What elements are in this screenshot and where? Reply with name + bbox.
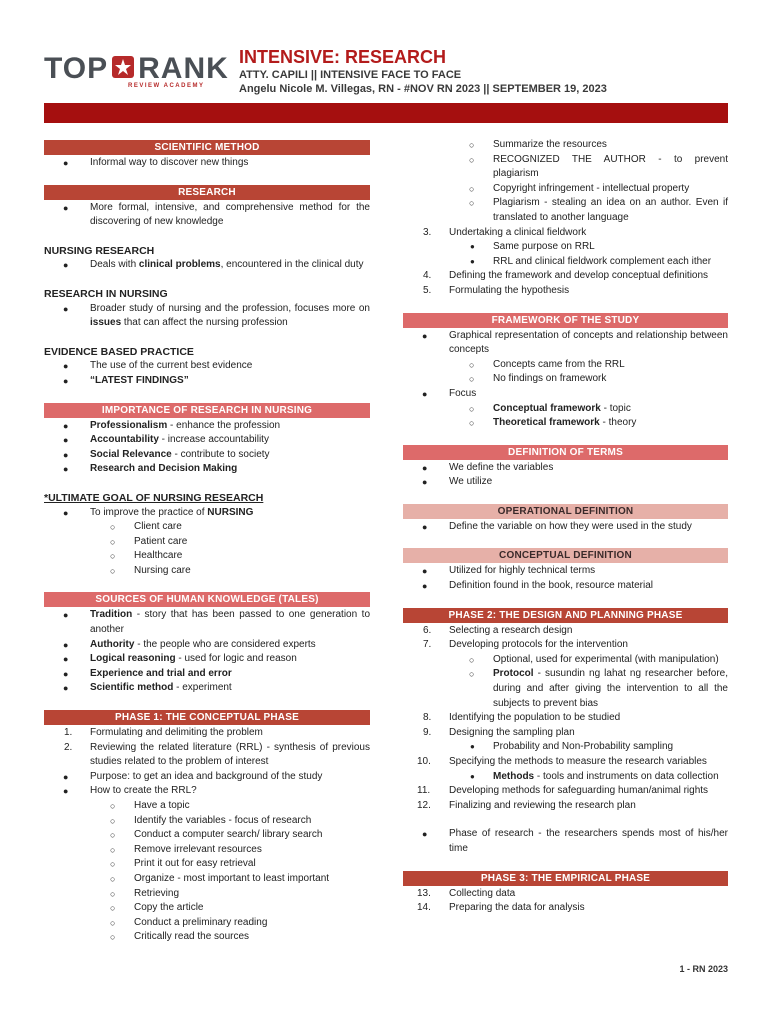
- sub-list-item: ● Methods - tools and instruments on data collection: [403, 770, 728, 785]
- list-item: ● Graphical representation of concepts and relationship between concepts: [422, 329, 728, 356]
- sub-list-item: ○ Summarize the resources: [403, 138, 728, 153]
- sub-list-item: ○ Plagiarism - stealing an idea on an author. Even if translated to another language: [469, 197, 728, 223]
- numbered-item: 2. Reviewing the related literature (RRL) - synthesis of previous studies related to the problem of interest: [64, 741, 370, 768]
- bullet-icon: ●: [63, 668, 69, 679]
- numbered-item: 5. Formulating the hypothesis: [403, 284, 728, 299]
- item-number: 13.: [417, 887, 431, 899]
- title-block: [239, 46, 607, 96]
- section-framework: FRAMEWORK OF THE STUDY: [403, 313, 728, 328]
- item-number: 3.: [423, 226, 432, 238]
- item-number: 10.: [417, 756, 431, 767]
- sub-list-item: ○ Client care: [44, 520, 370, 535]
- bullet-icon: ●: [63, 158, 69, 168]
- sub-list-item: ○ Identify the variables - focus of research: [44, 814, 370, 829]
- circle-bullet-icon: ○: [110, 917, 116, 928]
- section-research: RESEARCH: [44, 185, 370, 200]
- section-conceptual-definition: CONCEPTUAL DEFINITION: [403, 548, 728, 563]
- list-item: ● Deals with clinical problems, encountered in the clinical duty: [44, 258, 370, 273]
- item-number: 2.: [64, 741, 73, 753]
- list-item: ● Broader study of nursing and the profession, focuses more on issues that can affect the nursing profession: [63, 302, 370, 329]
- numbered-item: 13. Collecting data: [403, 887, 728, 902]
- numbered-item: 6. Selecting a research design: [403, 624, 728, 639]
- sub-list-item: ○ Conceptual framework - topic: [403, 402, 728, 417]
- bullet-icon: ●: [422, 566, 428, 577]
- author-line: Angelu Nicole M. Villegas, RN - #NOV RN 2023 || SEPTEMBER 19, 2023: [239, 83, 607, 95]
- sub-list-item: ○ Patient care: [44, 535, 370, 550]
- sub-list-item: ○ Organize - most important to least important: [44, 872, 370, 887]
- item-number: 1.: [64, 727, 73, 739]
- list-item: ● Professionalism - enhance the profession: [44, 419, 370, 434]
- circle-bullet-icon: ○: [469, 140, 475, 150]
- list-item: ● Scientific method - experiment: [44, 681, 370, 696]
- bullet-icon: ●: [422, 829, 428, 840]
- star-badge-icon: [109, 53, 137, 81]
- bullet-icon: ●: [422, 581, 428, 592]
- circle-bullet-icon: ○: [110, 932, 116, 943]
- sub-list-item: ○ Protocol - susundin ng lahat ng researcher before, during and after giving the intervention to all the subjects to prevent bias: [469, 668, 728, 709]
- bullet-icon: ●: [470, 256, 475, 266]
- bullet-icon: ●: [470, 242, 475, 252]
- item-number: 6.: [423, 624, 432, 636]
- list-item: ● We define the variables: [403, 461, 728, 476]
- sub-list-item: ● Probability and Non-Probability sampling: [403, 740, 728, 755]
- circle-bullet-icon: ○: [110, 551, 116, 562]
- circle-bullet-icon: ○: [469, 154, 475, 165]
- logo-top: TOP: [44, 52, 109, 85]
- item-number: 8.: [423, 712, 432, 724]
- sub-list-item: ○ Remove irrelevant resources: [44, 843, 370, 858]
- circle-bullet-icon: ○: [110, 903, 116, 914]
- numbered-item: 14. Preparing the data for analysis: [403, 901, 728, 916]
- numbered-item: 11. Developing methods for safeguarding human/animal rights: [403, 784, 728, 799]
- sub-list-item: ○ RECOGNIZED THE AUTHOR - to prevent plagiarism: [469, 153, 728, 180]
- bullet-icon: ●: [422, 477, 428, 488]
- toprank-logo: [44, 52, 229, 96]
- item-number: 11.: [417, 785, 431, 797]
- item-number: 12.: [417, 799, 431, 811]
- numbered-item: 8. Identifying the population to be studied: [403, 711, 728, 726]
- bullet-icon: ●: [63, 610, 69, 621]
- sub-list-item: ○ Print it out for easy retrieval: [44, 857, 370, 872]
- bullet-icon: ●: [470, 771, 475, 781]
- section-importance: IMPORTANCE OF RESEARCH IN NURSING: [44, 403, 370, 418]
- numbered-item: 12. Finalizing and reviewing the research plan: [403, 799, 728, 814]
- list-item: ● The use of the current best evidence: [44, 359, 370, 374]
- logo-wordmark: [44, 52, 229, 86]
- circle-bullet-icon: ○: [110, 873, 116, 884]
- numbered-item: 9. Designing the sampling plan: [403, 726, 728, 741]
- bullet-icon: ●: [63, 654, 69, 665]
- sub-list-item: ○ Critically read the sources: [44, 930, 370, 945]
- circle-bullet-icon: ○: [110, 888, 116, 899]
- section-sources-of-knowledge: SOURCES OF HUMAN KNOWLEDGE (TALES): [44, 592, 370, 607]
- heading-evidence-based-practice: EVIDENCE BASED PRACTICE: [44, 345, 194, 358]
- bullet-icon: ●: [63, 771, 69, 782]
- page-header: [44, 46, 734, 98]
- list-item: ● Purpose: to get an idea and background of the study: [44, 770, 370, 785]
- bullet-icon: ●: [63, 435, 69, 446]
- heading-ultimate-goal: *ULTIMATE GOAL OF NURSING RESEARCH: [44, 491, 264, 504]
- bullet-icon: ●: [422, 462, 428, 473]
- circle-bullet-icon: ○: [469, 374, 475, 385]
- item-number: 9.: [423, 726, 432, 738]
- bullet-icon: ●: [63, 260, 69, 271]
- list-item: ● To improve the practice of NURSING: [44, 506, 370, 521]
- sub-list-item: ○ Healthcare: [44, 549, 370, 564]
- section-operational-definition: OPERATIONAL DEFINITION: [403, 504, 728, 519]
- list-item: ● We utilize: [403, 475, 728, 490]
- sub-list-item: ○ Copyright infringement - intellectual property: [403, 182, 728, 197]
- circle-bullet-icon: ○: [110, 830, 116, 841]
- bullet-icon: ●: [63, 639, 69, 650]
- bullet-icon: ●: [63, 303, 69, 314]
- numbered-item: 4. Defining the framework and develop conceptual definitions: [403, 269, 728, 284]
- sub-list-item: ● Same purpose on RRL: [403, 240, 728, 255]
- page-footer: 1 - RN 2023: [679, 964, 728, 974]
- numbered-item: 1. Formulating and delimiting the problem: [44, 726, 370, 741]
- page-title: INTENSIVE: RESEARCH: [239, 47, 447, 67]
- bullet-icon: ●: [422, 330, 428, 341]
- section-scientific-method: SCIENTIFIC METHOD: [44, 140, 370, 155]
- numbered-item: 7. Developing protocols for the intervention: [403, 638, 728, 653]
- bullet-icon: ●: [63, 202, 69, 213]
- item-number: 4.: [423, 270, 432, 282]
- list-item: ● Tradition - story that has been passed to one generation to another: [63, 609, 370, 636]
- bullet-icon: ●: [63, 420, 69, 431]
- right-column: [403, 138, 728, 916]
- header-band: [44, 103, 728, 123]
- numbered-item: 10. Specifying the methods to measure the research variables: [403, 755, 728, 770]
- circle-bullet-icon: ○: [110, 565, 116, 576]
- sub-list-item: ○ Nursing care: [44, 564, 370, 579]
- section-phase-2: PHASE 2: THE DESIGN AND PLANNING PHASE: [403, 608, 728, 623]
- item-number: 7.: [423, 639, 432, 651]
- bullet-icon: ●: [422, 521, 428, 532]
- list-item: ● Authority - the people who are considered experts: [44, 638, 370, 653]
- sub-list-item: ○ Have a topic: [44, 799, 370, 814]
- list-item: ● Social Relevance - contribute to society: [44, 448, 370, 463]
- circle-bullet-icon: ○: [110, 859, 116, 870]
- sub-list-item: ○ Conduct a computer search/ library search: [44, 828, 370, 843]
- list-item: ● Focus: [403, 387, 728, 402]
- circle-bullet-icon: ○: [110, 844, 116, 855]
- circle-bullet-icon: ○: [110, 522, 116, 533]
- circle-bullet-icon: ○: [110, 801, 116, 811]
- numbered-item: 3. Undertaking a clinical fieldwork: [403, 226, 728, 241]
- list-item: ● More formal, intensive, and comprehensive method for the discovering of new knowledge: [63, 201, 370, 228]
- heading-research-in-nursing: RESEARCH IN NURSING: [44, 287, 168, 300]
- section-phase-1: PHASE 1: THE CONCEPTUAL PHASE: [44, 710, 370, 725]
- list-item: ● “LATEST FINDINGS”: [44, 374, 370, 389]
- circle-bullet-icon: ○: [110, 536, 116, 547]
- circle-bullet-icon: ○: [469, 183, 475, 194]
- sub-list-item: ○ Conduct a preliminary reading: [44, 916, 370, 931]
- list-item: ● Definition found in the book, resource material: [403, 579, 728, 594]
- circle-bullet-icon: ○: [469, 669, 475, 680]
- bullet-icon: ●: [422, 388, 428, 399]
- heading-nursing-research: NURSING RESEARCH: [44, 244, 155, 257]
- bullet-icon: ●: [63, 449, 69, 460]
- list-item: ● Logical reasoning - used for logic and reason: [44, 652, 370, 667]
- bullet-icon: ●: [63, 507, 69, 518]
- circle-bullet-icon: ○: [469, 418, 475, 429]
- sub-list-item: ○ Retrieving: [44, 887, 370, 902]
- item-number: 5.: [423, 284, 432, 296]
- circle-bullet-icon: ○: [110, 815, 116, 826]
- list-item: ● Phase of research - the researchers spends most of his/her time: [422, 828, 728, 854]
- list-item: ● Accountability - increase accountability: [44, 433, 370, 448]
- left-column: [44, 138, 370, 945]
- section-phase-3: PHASE 3: THE EMPIRICAL PHASE: [403, 871, 728, 886]
- sub-list-item: ● RRL and clinical fieldwork complement each ither: [403, 255, 728, 270]
- bullet-icon: ●: [470, 742, 475, 752]
- logo-subtitle: REVIEW ACADEMY: [128, 83, 205, 89]
- bullet-icon: ●: [63, 786, 69, 797]
- sub-list-item: ○ Optional, used for experimental (with manipulation): [403, 653, 728, 668]
- sub-list-item: ○ Copy the article: [44, 901, 370, 916]
- circle-bullet-icon: ○: [469, 654, 475, 665]
- list-item: ● Experience and trial and error: [44, 667, 370, 682]
- list-item: ● Informal way to discover new things: [44, 156, 370, 171]
- bullet-icon: ●: [63, 464, 69, 475]
- sub-list-item: ○ Concepts came from the RRL: [403, 358, 728, 373]
- sub-list-item: ○ No findings on framework: [403, 372, 728, 387]
- lecturer-line: ATTY. CAPILI || INTENSIVE FACE TO FACE: [239, 69, 462, 81]
- list-item: ● How to create the RRL?: [44, 784, 370, 799]
- list-item: ● Define the variable on how they were used in the study: [403, 520, 728, 535]
- list-item: ● Utilized for highly technical terms: [403, 564, 728, 579]
- bullet-icon: ●: [63, 683, 69, 694]
- circle-bullet-icon: ○: [469, 359, 475, 370]
- bullet-icon: ●: [63, 375, 69, 386]
- logo-rank: RANK: [138, 52, 229, 85]
- circle-bullet-icon: ○: [469, 198, 475, 209]
- list-item: ● Research and Decision Making: [44, 462, 370, 477]
- section-definition-of-terms: DEFINITION OF TERMS: [403, 445, 728, 460]
- circle-bullet-icon: ○: [469, 403, 475, 414]
- bullet-icon: ●: [63, 361, 69, 372]
- sub-list-item: ○ Theoretical framework - theory: [403, 416, 728, 431]
- item-number: 14.: [417, 902, 431, 914]
